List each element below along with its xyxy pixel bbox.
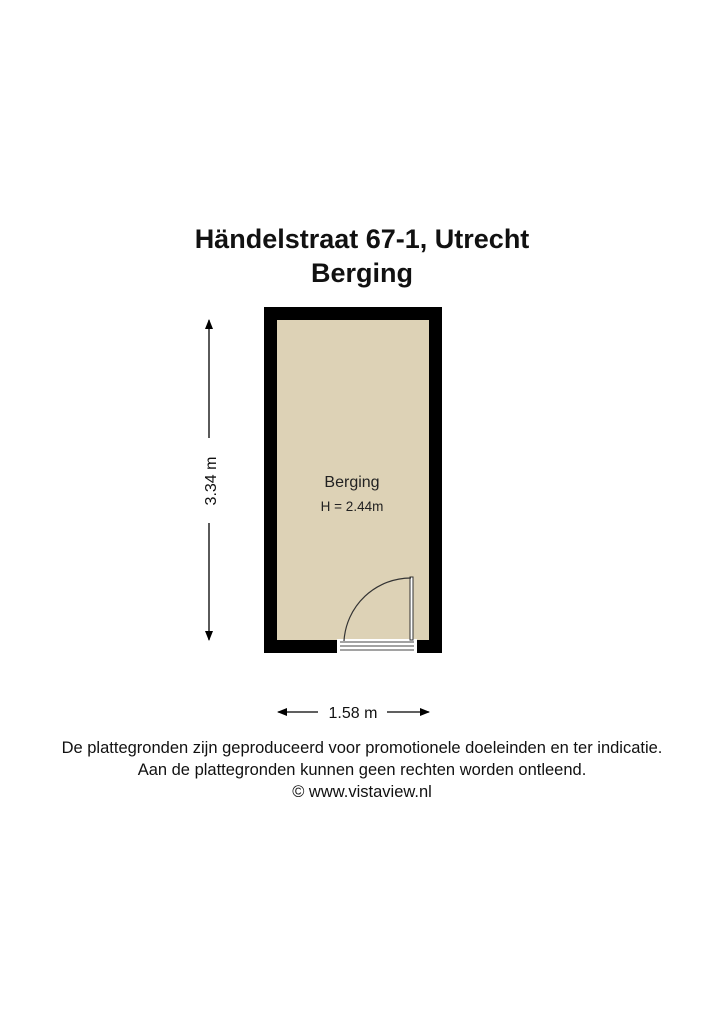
page-title: Händelstraat 67-1, Utrecht bbox=[194, 224, 530, 254]
disclaimer-line-2: Aan de plattegronden kunnen geen rechten worden ontleend. bbox=[137, 761, 587, 779]
disclaimer-line-1: De plattegronden zijn geproduceerd voor promotionele doeleinden en ter indicatie. bbox=[61, 739, 663, 757]
dimension-width-label: 1.58 m bbox=[328, 705, 378, 722]
door-leaf bbox=[410, 577, 413, 640]
disclaimer bbox=[0, 737, 724, 803]
dimension-height-label: 3.34 m bbox=[203, 456, 220, 506]
page-subtitle: Berging bbox=[310, 258, 413, 288]
room-height-label: H = 2.44m bbox=[320, 499, 384, 514]
room-name-label: Berging bbox=[324, 474, 380, 491]
copyright-line: © www.vistaview.nl bbox=[292, 783, 432, 801]
